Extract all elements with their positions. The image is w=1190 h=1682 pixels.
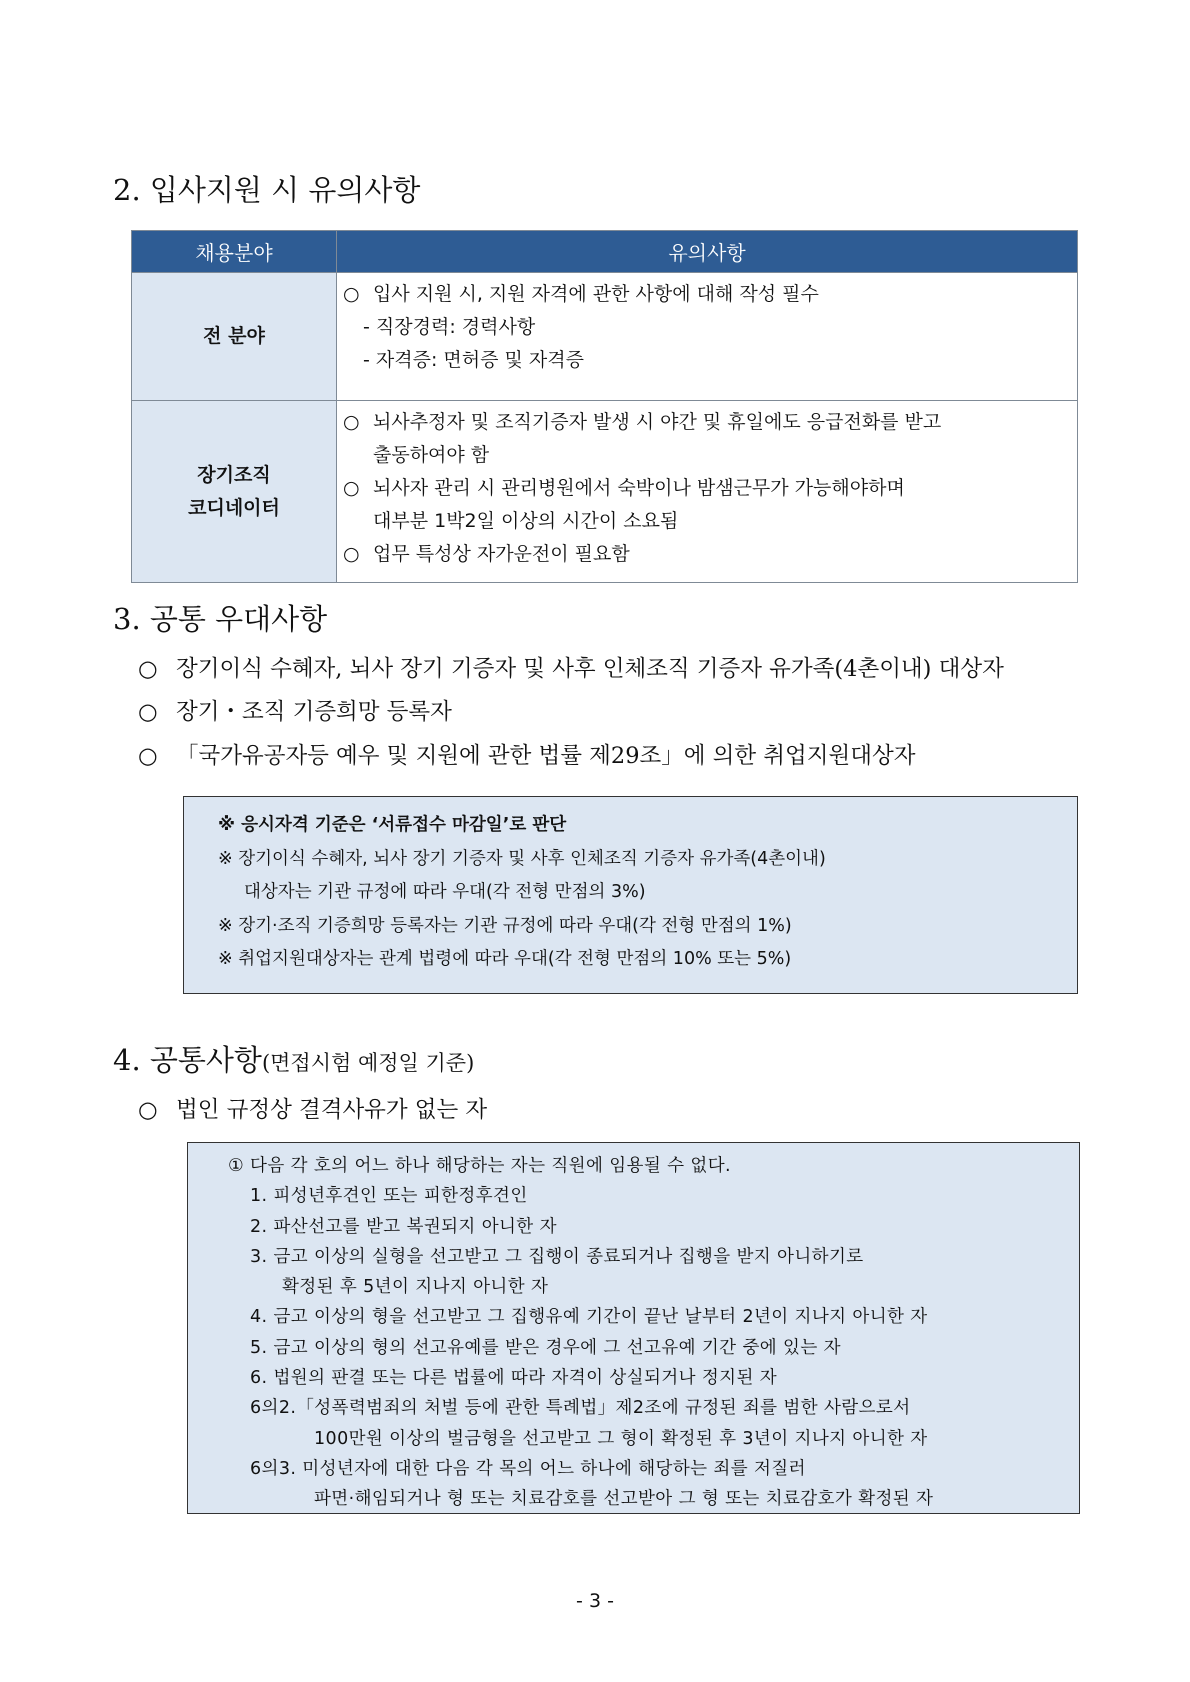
category-line: 장기조직 xyxy=(197,463,271,486)
circle-marker: ○ xyxy=(343,283,360,305)
bullet-text: 법인 규정상 결격사유가 없는 자 xyxy=(176,1097,488,1123)
dash-marker: - xyxy=(363,349,370,371)
table-row xyxy=(132,273,1078,401)
notes-cell xyxy=(337,273,1078,401)
law-line: 4. 금고 이상의 형을 선고받고 그 집행유예 기간이 끝난 날부터 2년이 지나지 아니한 자 xyxy=(250,1307,928,1328)
table-row xyxy=(132,401,1078,583)
law-line: 3. 금고 이상의 실형을 선고받고 그 집행이 종료되거나 집행을 받지 아니하기로 xyxy=(250,1246,864,1267)
list-item xyxy=(343,278,1071,311)
table-header-row xyxy=(132,231,1078,273)
list-item xyxy=(138,654,1004,684)
law-line: 1. 피성년후견인 또는 피한정후견인 xyxy=(250,1186,528,1207)
column-header-notes: 유의사항 xyxy=(337,231,1078,273)
bullet-text: 「국가유공자등 예우 및 지원에 관한 법률 제29조」에 의한 취업지원대상자 xyxy=(176,743,916,769)
sub-item xyxy=(343,344,1071,377)
list-item xyxy=(343,472,1071,538)
requirements-table xyxy=(131,230,1078,583)
circle-marker: ○ xyxy=(343,543,360,565)
note-line: ※ 응시자격 기준은 ‘서류접수 마감일’로 판단 xyxy=(218,815,567,835)
list-item xyxy=(138,697,452,727)
section-4-title-main: 4. 공통사항 xyxy=(113,1043,262,1077)
section-4-title-suffix: (면접시험 예정일 기준) xyxy=(261,1051,475,1075)
category-cell: 전 분야 xyxy=(132,273,337,401)
preference-note-box xyxy=(183,796,1078,994)
category-cell xyxy=(132,401,337,583)
bullet-text: 장기이식 수혜자, 뇌사 장기 기증자 및 사후 인체조직 기증자 유가족(4촌이내) 대상자 xyxy=(176,656,1004,682)
column-header-field: 채용분야 xyxy=(132,231,337,273)
list-item xyxy=(343,538,1071,571)
law-line: 100만원 이상의 벌금형을 선고받고 그 형이 확정된 후 3년이 지나지 아니한 자 xyxy=(314,1428,928,1449)
item-text: 입사 지원 시, 지원 자격에 관한 사항에 대해 작성 필수 xyxy=(373,283,819,305)
law-line: 파면·해임되거나 형 또는 치료감호를 선고받아 그 형 또는 치료감호가 확정된 자 xyxy=(314,1489,934,1510)
list-item xyxy=(138,741,915,771)
page-number: - 3 - xyxy=(576,1590,614,1612)
item-text-continued: 출동하여야 함 xyxy=(373,444,490,466)
law-line: 2. 파산선고를 받고 복권되지 아니한 자 xyxy=(250,1216,557,1237)
section-2-title: 2. 입사지원 시 유의사항 xyxy=(113,173,421,207)
circle-marker: ○ xyxy=(138,743,158,769)
note-line: 대상자는 기관 규정에 따라 우대(각 전형 만점의 3%) xyxy=(244,882,646,902)
bullet-text: 장기・조직 기증희망 등록자 xyxy=(176,699,452,725)
law-line: 5. 금고 이상의 형의 선고유예를 받은 경우에 그 선고유예 기간 중에 있는 자 xyxy=(250,1337,841,1358)
sub-item-text: 직장경력: 경력사항 xyxy=(375,316,536,338)
section-4-title xyxy=(113,1043,474,1080)
circle-marker: ○ xyxy=(343,411,360,433)
note-line: ※ 장기이식 수혜자, 뇌사 장기 기증자 및 사후 인체조직 기증자 유가족(4촌이내) xyxy=(218,848,826,869)
law-line: 6의2.「성폭력범죄의 처벌 등에 관한 특례법」제2조에 규정된 죄를 범한 사람으로서 xyxy=(250,1398,911,1419)
disqualification-law-box xyxy=(187,1142,1080,1514)
sub-item-text: 자격증: 면허증 및 자격증 xyxy=(375,349,584,371)
law-line: 6. 법원의 판결 또는 다른 법률에 따라 자격이 상실되거나 정지된 자 xyxy=(250,1368,778,1389)
notes-cell xyxy=(337,401,1078,583)
circle-marker: ○ xyxy=(138,699,158,725)
list-item xyxy=(343,406,1071,472)
law-line: 6의3. 미성년자에 대한 다음 각 목의 어느 하나에 해당하는 죄를 저질러 xyxy=(250,1458,806,1479)
item-text: 업무 특성상 자가운전이 필요함 xyxy=(373,543,630,565)
item-text-continued: 대부분 1박2일 이상의 시간이 소요됨 xyxy=(373,510,679,532)
dash-marker: - xyxy=(363,316,370,338)
category-line: 코디네이터 xyxy=(188,496,280,519)
sub-item xyxy=(343,311,1071,344)
law-line: ① 다음 각 호의 어느 하나 해당하는 자는 직원에 임용될 수 없다. xyxy=(228,1156,731,1176)
circle-marker: ○ xyxy=(138,656,158,682)
circle-marker: ○ xyxy=(343,477,360,499)
note-line: ※ 장기·조직 기증희망 등록자는 기관 규정에 따라 우대(각 전형 만점의 1%) xyxy=(218,915,792,936)
note-line: ※ 취업지원대상자는 관계 법령에 따라 우대(각 전형 만점의 10% 또는 5%) xyxy=(218,949,792,969)
item-text: 뇌사자 관리 시 관리병원에서 숙박이나 밤샘근무가 가능해야하며 xyxy=(373,477,905,499)
list-item xyxy=(138,1095,487,1125)
law-line: 확정된 후 5년이 지나지 아니한 자 xyxy=(282,1277,549,1298)
circle-marker: ○ xyxy=(138,1097,158,1123)
item-text: 뇌사추정자 및 조직기증자 발생 시 야간 및 휴일에도 응급전화를 받고 xyxy=(373,411,942,433)
section-3-title: 3. 공통 우대사항 xyxy=(113,602,328,636)
